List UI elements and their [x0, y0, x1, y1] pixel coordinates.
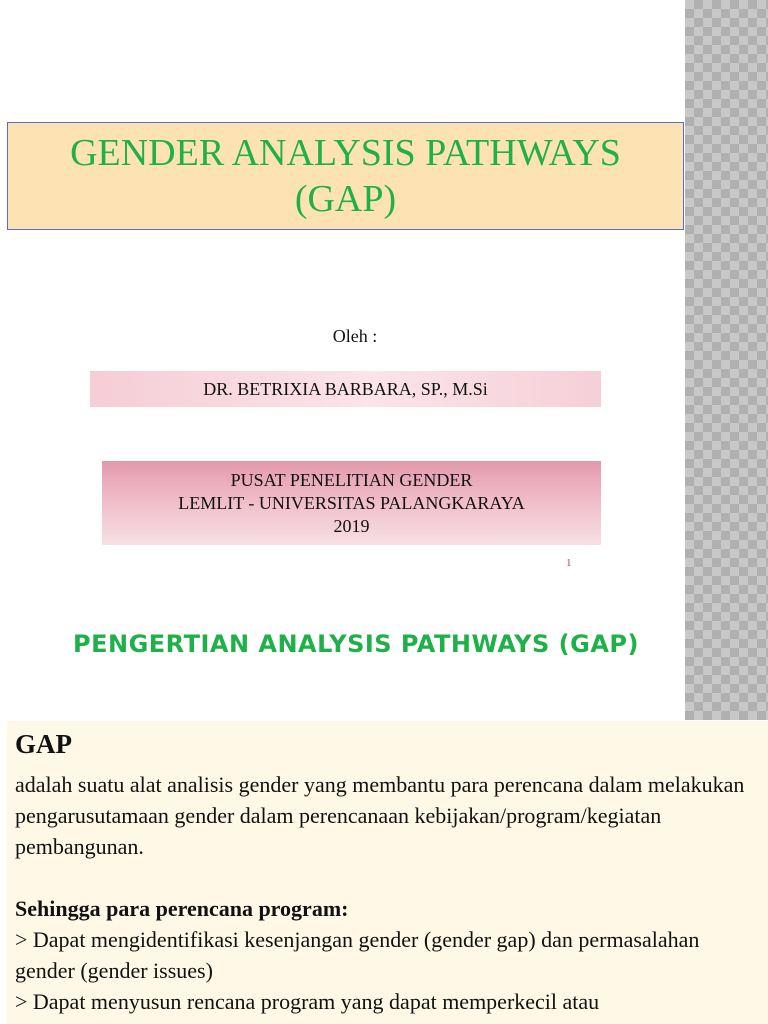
- definition-text: adalah suatu alat analisis gender yang membantu para perencana dalam melakukan pengarusutamaan gender dalam perencanaan kebijakan/program/kegiatan pembangunan.: [15, 772, 745, 859]
- definition-box: [7, 721, 768, 1024]
- page-number: 1: [566, 557, 572, 569]
- point-1: > Dapat mengidentifikasi kesenjangan gender (gender gap) dan permasalahan gender (gender issues): [15, 927, 700, 983]
- by-label: Oleh :: [332, 326, 378, 346]
- institution-year: 2019: [333, 515, 370, 536]
- institution-box: [102, 461, 601, 545]
- author-box: [90, 371, 601, 407]
- side-pattern-decoration: [685, 0, 768, 720]
- section-heading: PENGERTIAN ANALYSIS PATHWAYS (GAP): [73, 630, 639, 658]
- point-2: > Dapat menyusun rencana program yang dapat memperkecil atau: [15, 989, 600, 1014]
- author-name: DR. BETRIXIA BARBARA, SP., M.Si: [203, 378, 488, 399]
- institution-line-1: PUSAT PENELITIAN GENDER: [230, 469, 473, 490]
- slide-title: GENDER ANALYSIS PATHWAYS (GAP): [70, 132, 621, 220]
- subheading: Sehingga para perencana program:: [15, 896, 349, 921]
- term-heading: GAP: [15, 729, 72, 759]
- institution-line-2: LEMLIT - UNIVERSITAS PALANGKARAYA: [178, 492, 525, 513]
- title-box: [7, 122, 684, 230]
